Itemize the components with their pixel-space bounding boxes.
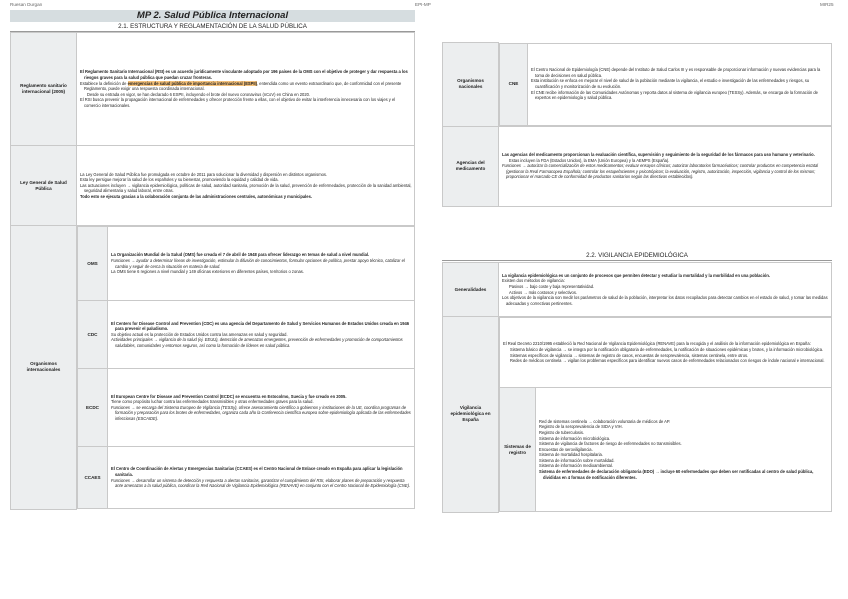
on-content [499, 43, 832, 127]
lgsp-line-1: La Ley General de Salud Pública fue promulgada en octubre de 2011 para solucionar la diversidad y dispersión en distintos organismos. [80, 171, 328, 177]
rsi-line-1: El Reglamento Sanitario Internacional (RSI) es un acuerdo jurídicamente vinculante adoptado por 196 países de la OMS con el objetivo de proteger y dar respuesta a los riesgos graves para la salud pública que puedan cruzar fronteras. [80, 69, 408, 81]
header-course: EPI-MP [415, 2, 431, 7]
cdc-line-2: Su objetivo actual es la protección de Estados Unidos contra las amenazas en salud y seguridad. [111, 331, 288, 337]
row-rsi [11, 33, 415, 146]
sr-item-edo: Sistema de enfermedades de declaración obligatoria (EDO) → incluye 60 enfermedades que deben ser notificadas al centro de salud pública, divididas en 4 formas de notificación diferentes. [539, 469, 814, 480]
ve-label: Vigilancia epidemiológica en España [443, 317, 499, 513]
on-label: Organismos nacionales [443, 43, 499, 127]
gen-label: Generalidades [443, 263, 499, 317]
rsi-line-4: El RSI busca prevenir la propagación internacional de enfermedades y ofrecer protección frente a ellas, con el objetivo de evitar la interferencia innecesaria con los viajes y el comercio internacionales. [80, 97, 396, 108]
ve-line-1: El Real Decreto 2210/1995 estableció la Red Nacional de Vigilancia Epidemiológica (RENAVE) para la recogida y el análisis de la información epidemiológica en España: [503, 341, 811, 347]
header-code: MIR25 [820, 2, 834, 7]
lgsp-content [77, 146, 415, 226]
sr-label: Sistemas de registro [500, 388, 536, 512]
cne-line-3: El CNE recibe información de las Comunidades Autónomas y reporta datos al sistema de vigilancia europeo (TESSy). Además, se encarga de la formación de expertos en epidemiología y salud pública. [531, 89, 818, 101]
ve-content [499, 317, 832, 513]
row-cne [500, 43, 832, 125]
lgsp-line-3: Las actuaciones incluyen → vigilancia epidemiológica, políticas de salud, autoridad sanitaria, promoción de la salud, prevención de enfermedades, protección de la sanidad ambiental, seguridad alimentaria y salud laboral, entre otras. [80, 182, 412, 194]
sr-item: Sistema de información medioambiental. [539, 463, 613, 469]
national-table [442, 42, 832, 207]
lgsp-line-2: Esta ley persigue mejorar la salud de los españoles y su bienestar, promoviendo la equidad y calidad de vida. [80, 177, 279, 183]
ecdc-line-3: Funciones → se encarga del Sistema Europeo de Vigilancia (TESSy), ofrece asesoramiento científico a gobiernos y instituciones de la UE, coordina programas de formación y preparación para los brotes de enfermedades, organiza cada año la Conferencia científica europea sobre epidemiología aplicada de las enfermedades infecciosas (ESCAIDE). [111, 404, 411, 421]
ccaes-label: CCAES [78, 447, 108, 509]
right-page-top [442, 42, 832, 207]
cdc-content [108, 301, 415, 369]
ccaes-line-1: El Centro de Coordinación de Alertas y Emergencias Sanitarias (CCAES) es el Centro Nacional de Enlace creado en España para aplicar la legislación sanitaria. [111, 466, 403, 477]
rsi-content [77, 33, 415, 146]
sr-item: Registro de tuberculosis. [539, 429, 585, 435]
lgsp-label: Ley General de Salud Pública [11, 146, 77, 226]
rsi-line-2a: Establece la definición de [80, 80, 128, 86]
sr-item: Encuestas de seroviligilancia. [539, 446, 593, 452]
gen-content [499, 263, 832, 317]
oi-label: Organismos internacionales [11, 226, 77, 510]
row-vigilancia-espana [443, 317, 832, 513]
rsi-line-2b: , entendida como un evento extraordinario que, de conformidad con el presente Reglamento, puede exigir una respuesta coordinada internacional. [84, 80, 402, 92]
oms-line-2: Funciones → ayudar a determinar líneas de investigación, estimular la difusión de conocimientos, formular opciones de política, prestar apoyo técnico, catalizar el cambio y seguir de cerca la situación en materia de salud. [111, 257, 405, 269]
gen-line-3: Pasivos → bajo coste y baja representatividad. [509, 283, 595, 289]
am-line-1: Las agencias del medicamento proporcionan la evaluación científica, supervisión y seguimiento de la seguridad de los fármacos para uso humano y veterinario. [502, 152, 815, 158]
ve-line-3: Sistemas específicos de vigilancia → sistemas de registro de casos, encuestas de seroprevalencia, sistemas centinela, entre otros. [510, 352, 749, 358]
ecdc-content [108, 369, 415, 447]
row-lgsp [11, 146, 415, 226]
cne-label: CNE [500, 43, 528, 125]
rsi-label: Reglamento sanitario internacional (2005) [11, 33, 77, 146]
gen-line-5: Los objetivos de la vigilancia son medir los parámetros de salud de la población, interpretar los datos recopilados para detectar cambios en el estado de salud, y tomar las medidas adecuadas y correctivas pertinentes. [502, 295, 828, 306]
ecdc-label: ECDC [78, 369, 108, 447]
sr-item: Registro de la seroprevalencia de SIDA y VIH. [539, 424, 623, 430]
section-title-2-2: 2.2. VIGILANCIA EPIDEMIOLÓGICA [442, 251, 832, 261]
row-sistemas-registro [500, 388, 832, 512]
row-oms [78, 227, 415, 301]
page-title: MP 2. Salud Pública Internacional [10, 10, 415, 22]
right-page-bottom [442, 262, 832, 513]
sr-item: Sistema de mortalidad hospitalaria. [539, 452, 603, 458]
row-generalidades [443, 263, 832, 317]
row-organismos-internacionales [11, 226, 415, 510]
oms-line-1: La Organización Mundial de la Salud (OMS) fue creada el 7 de abril de 1948 para ofrecer liderazgo en temas de salud a nivel mundial. [111, 252, 370, 258]
cdc-line-1: El Centers for Disease Control and Prevention (CDC) es una agencia del Departamento de Salud y Servicios Humanos de Estados Unidos creada en 1946 para prevenir el paludismo. [111, 320, 410, 332]
oi-content [77, 226, 415, 510]
section-title-2-1: 2.1. ESTRUCTURA Y REGLAMENTACIÓN DE LA SALUD PÚBLICA [10, 22, 415, 32]
rsi-line-2 [79, 81, 412, 92]
renave-content [500, 318, 832, 388]
cne-line-1: El Centro Nacional de Epidemiología (CNE) depende del Instituto de Salud Carlos III y es responsable de proporcionar información y nuevas evidencias para la toma de decisiones en salud pública. [531, 67, 821, 78]
surveillance-table [442, 262, 832, 513]
am-line-3: Funciones → autorizar la comercialización de estos medicamentos; evaluar ensayos clínicos; autorizar laboratorios farmacéuticos; controlar productos en competencia estatal (gestionar la Real Farmacopea Española; controlar los estupefacientes y psicotrópicos; la evaluación, registro, autorización, inspección, vigilancia y control de los mismos; proporcionar el marcado CE de conformidad de productos sanitarios según las directivas establecidas). [502, 163, 819, 180]
gen-line-4: Activos → más costosos y selectivos. [509, 289, 578, 295]
cdc-line-3: Actividades principales → vigilancia de la salud (ej. EEUU), detección de amenazas emergentes, prevención de enfermedades y promoción de comportamientos saludables, comunidades y entornos seguros, así como la formación de líderes en salud pública. [111, 337, 403, 348]
lgsp-line-4: Todo esto se ejecuta gracias a la colaboración conjunta de las administraciones centrales, autonómicas y municipales. [80, 193, 312, 199]
ve-inner-table [499, 317, 832, 512]
gen-line-2: Existen dos métodos de vigilancia: [502, 278, 565, 284]
oms-content [108, 227, 415, 301]
sr-item: Sistema de información sobre mortalidad. [539, 457, 615, 463]
am-line-2: Estas incluyen la FDA (Estados Unidos), la EMA (Unión Europea) y la AEMPS (España). [509, 157, 670, 163]
sr-content [536, 388, 832, 512]
left-page [10, 10, 415, 510]
ve-line-2: Sistema básico de vigilancia → se integra por la notificación obligatoria de enfermedades, la notificación de situaciones epidémicas y brotes, y la información microbiológica. [510, 346, 824, 352]
espii-highlight: emergencias de salud pública de importancia internacional (ESPII) [127, 80, 258, 86]
ccaes-line-2: Funciones → desarrollar un sistema de detección y respuesta a alertas sanitarias, garantizar el cumplimiento del RSI, elaborar planes de preparación y respuesta ante amenazas a la salud pública, coordinar la Red Nacional de Vigilancia Epidemiológica (RENAVE) en conjunto con el Centro Nacional de Epidemiología (CNE). [111, 477, 411, 489]
cdc-label: CDC [78, 301, 108, 369]
row-ecdc [78, 369, 415, 447]
ecdc-line-2: Tiene como propósito luchar contra las enfermedades transmisibles y otras enfermedades graves para la salud. [111, 399, 314, 405]
oi-inner-table [77, 226, 415, 509]
sr-item: Sistema de vigilancia de factores de riesgo de enfermedades no transmisibles. [539, 441, 682, 447]
oms-line-3: La OMS tiene 6 regiones a nivel mundial y 149 oficinas exteriores en diferentes países, territorios o zonas. [111, 269, 304, 275]
rsi-line-3: Desde su entrada en vigor, se han declarado 6 ESPII, incluyendo el brote del nuevo coronavirus (nCoV) en China en 2020. [87, 91, 311, 97]
sr-item: Sistema de información microbiológica. [539, 435, 611, 441]
ve-line-4: Redes de médicos centinela → vigilan los problemas específicos para identificar nuevos casos de enfermedades relacionados con riesgos de índole nacional e internacional. [510, 358, 825, 364]
gen-line-1: La vigilancia epidemiológica es un conjunto de procesos que permiten detectar y estudiar la mortalidad y la morbilidad en una población. [502, 272, 770, 278]
row-cdc [78, 301, 415, 369]
row-renave [500, 318, 832, 388]
ecdc-line-1: El European Centre for Disease and Prevention Control (ECDC) se encuentra en Estocolmo, Suecia y fue creado en 2005. [111, 393, 347, 399]
structure-table [10, 32, 415, 510]
header-author: Ruesan Durgan [10, 2, 43, 7]
cne-content [528, 43, 832, 125]
row-agencias [443, 126, 832, 206]
oms-label: OMS [78, 227, 108, 301]
on-inner-table [499, 43, 832, 126]
ccaes-content [108, 447, 415, 509]
row-ccaes [78, 447, 415, 509]
sr-item: Red de sistemas centinela → colaboración voluntaria de médicos de AP. [539, 418, 671, 424]
row-organismos-nacionales [443, 43, 832, 127]
cne-line-2: Esta institución se enfoca en mejorar el nivel de salud de la población mediante la vigilancia, el estudio e investigación de las enfermedades y riesgos, su cuantificación y monitorización de su evolución. [531, 78, 810, 89]
am-label: Agencias del medicamento [443, 126, 499, 206]
am-content [499, 126, 832, 206]
